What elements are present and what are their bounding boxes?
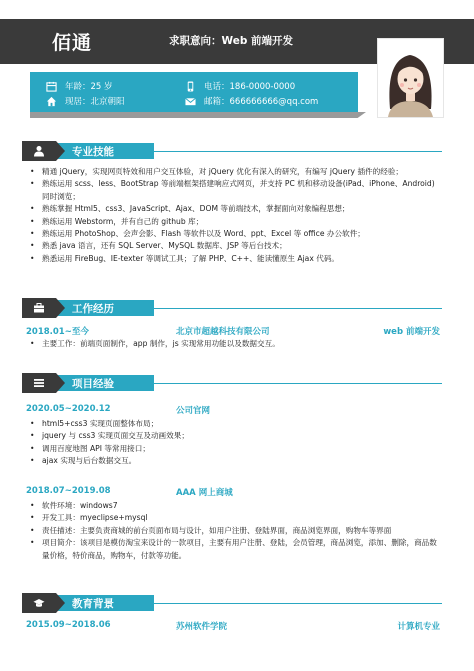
section-header-projects (22, 371, 442, 397)
list-item: • 熟练运用 Webstorm，并有自己的 github 库； (30, 216, 438, 228)
skills-list (30, 166, 438, 265)
project-name: AAA 网上商城 (176, 488, 233, 498)
list-item: • 精通 jQuery，实现网页特效和用户交互体验，对 jQuery 优化有深入的研究，有编写 jQuery 插件的经验； (30, 166, 438, 178)
briefcase-icon (22, 298, 56, 318)
residence-row (46, 95, 125, 107)
list-item: • 熟悉运用 FireBug、IE-texter 等调试工具；了解 PHP、C++、能读懂原生 Ajax 代码。 (30, 253, 438, 265)
home-icon (46, 96, 57, 107)
list-item: • 软件环境：windows7 (30, 500, 438, 512)
list-item: • 熟悉 java 语言，还有 SQL Server、MySQL 数据库、JSP 等后台技术； (30, 240, 438, 252)
project-entry-header (26, 486, 440, 498)
list-item: • jquery 与 css3 实现页面交互及动画效果； (30, 430, 438, 442)
list-item: • 调用百度地图 API 等常用接口； (30, 443, 438, 455)
work-company: 北京市超越科技有限公司 (176, 327, 270, 337)
residence-text: 现居：北京朝阳 (65, 97, 125, 107)
work-entry-header (26, 325, 440, 337)
email-row (185, 95, 318, 107)
list-item: • html5+css3 实现页面整体布局； (30, 418, 438, 430)
project-name: 公司官网 (176, 406, 211, 416)
mail-icon (185, 96, 196, 107)
section-title-work: 工作经历 (72, 303, 114, 315)
email-text: 邮箱：666666666@qq.com (204, 97, 319, 107)
work-role: web 前端开发 (383, 327, 440, 337)
phone-text: 电话：186-0000-0000 (204, 82, 296, 92)
project-entry-header (26, 404, 440, 416)
section-title-skills: 专业技能 (72, 146, 114, 158)
list-item: • 项目简介：该项目是模仿淘宝来设计的一款项目，主要有用户注册、登陆，会员管理，商品浏览，添加、删除，商品数量价格，特价商品，购物车，付款等功能。 (30, 537, 438, 562)
list-item: • 责任描述：主要负责商城的前台页面布局与设计，如用户注册、登陆界面，商品浏览界面，购物车等界面 (30, 525, 438, 537)
project-date: 2020.05~2020.12 (26, 404, 111, 414)
avatar-illustration (378, 39, 443, 117)
phone-icon (185, 81, 196, 92)
age-text: 年龄：25 岁 (65, 82, 113, 92)
work-date: 2018.01~至今 (26, 327, 89, 337)
candidate-name: 佰通 (52, 32, 93, 54)
graduation-cap-icon (22, 593, 56, 613)
profile-photo (377, 38, 444, 118)
work-list (30, 338, 438, 350)
education-school: 苏州软件学院 (176, 622, 228, 632)
section-header-skills (22, 139, 442, 165)
age-row (46, 80, 113, 92)
list-item: • 熟练运用 scss、less、BootStrap 等前端框架搭建响应式网页，并支持 PC 机和移动设备(iPad、iPhone、Android)同时浏览； (30, 178, 438, 203)
section-header-education (22, 591, 442, 617)
list-item: • 熟练掌握 Html5、css3、JavaScript、Ajax、DOM 等前端技术，掌握面向对象编程思想； (30, 203, 438, 215)
project-list (30, 500, 438, 562)
info-band-shadow (30, 112, 366, 118)
phone-row (185, 80, 295, 92)
calendar-icon (46, 81, 57, 92)
list-item: • ajax 实现与后台数据交互。 (30, 455, 438, 467)
person-icon (22, 141, 56, 161)
section-title-projects: 项目经验 (72, 378, 114, 390)
project-list (30, 418, 438, 468)
list-icon (22, 373, 56, 393)
education-major: 计算机专业 (397, 622, 440, 632)
list-item: • 开发工具：myeclipse+mysql (30, 512, 438, 524)
list-item: • 熟练运用 PhotoShop、会声会影、Flash 等软件以及 Word、ppt、Excel 等 office 办公软件； (30, 228, 438, 240)
education-date: 2015.09~2018.06 (26, 620, 111, 630)
project-date: 2018.07~2019.08 (26, 486, 111, 496)
section-title-education: 教育背景 (72, 598, 114, 610)
section-header-work (22, 296, 442, 322)
education-entry-header (26, 620, 440, 632)
list-item: • 主要工作：前端页面制作，app 制作，js 实现常用功能以及数据交互。 (30, 338, 438, 350)
job-objective: 求职意向：Web 前端开发 (169, 35, 294, 47)
